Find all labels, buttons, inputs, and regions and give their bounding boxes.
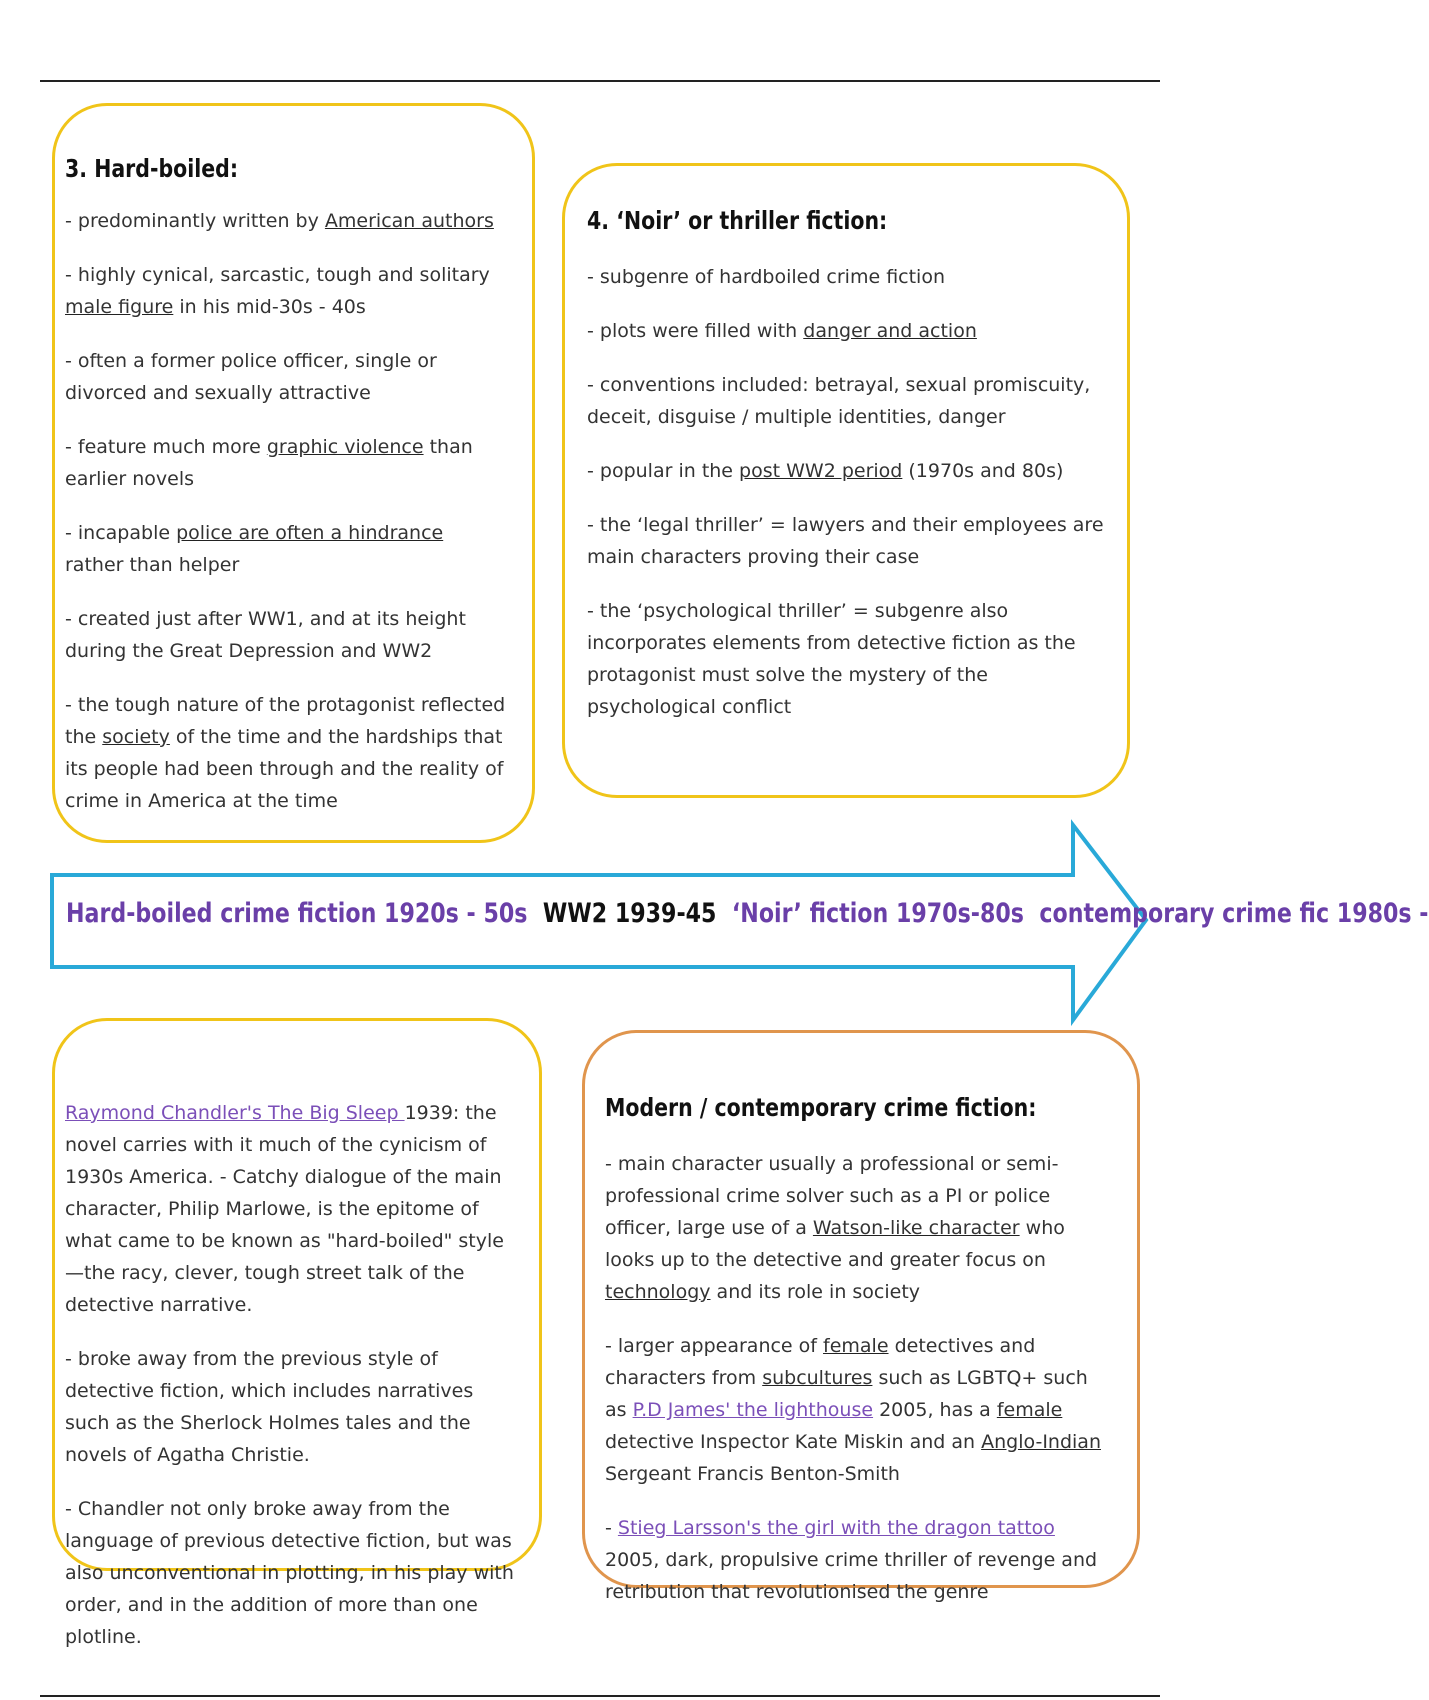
- noir-point-conventions: - conventions included: betrayal, sexual promiscuity, deceit, disguise / multiple identities, danger: [587, 374, 1091, 428]
- chandler-box: [52, 1018, 542, 1648]
- noir-point-popularity: - popular in the post WW2 period (1970s and 80s): [587, 460, 1064, 482]
- noir-box: [562, 163, 1130, 798]
- bottom-rule: [40, 1695, 1160, 1697]
- chandler-big-sleep: Raymond Chandler's The Big Sleep 1939: the novel carries with it much of the cynicism of 1930s America. - Catchy dialogue of the main character, Philip Marlowe, is the epitome of what came to be known as "hard-boiled" style—the racy, clever, tough street talk of the detective narrative.: [65, 1102, 504, 1316]
- timeline-labels: [66, 898, 1428, 929]
- hard-boiled-point-society: - the tough nature of the protagonist reflected the society of the time and the hardships that its people had been through and the reality of crime in America at the time: [65, 694, 506, 812]
- top-rule: [40, 80, 1160, 82]
- hard-boiled-point-authors: - predominantly written by American authors: [65, 210, 494, 232]
- modern-point-female-detectives: - larger appearance of female detectives and characters from subcultures such as LGBTQ+ such as P.D James' the lighthouse 2005, has a female detective Inspector Kate Miskin and an Anglo-Indian Sergeant Francis Benton-Smith: [605, 1335, 1101, 1485]
- noir-point-legal-thriller: - the ‘legal thriller’ = lawyers and their employees are main characters proving their case: [587, 514, 1104, 568]
- timeline-contemporary: contemporary crime fic 1980s -: [1039, 898, 1429, 929]
- lighthouse-link[interactable]: P.D James' the lighthouse: [632, 1399, 874, 1421]
- hard-boiled-title: 3. Hard-boiled:: [65, 154, 239, 183]
- hard-boiled-box: [52, 103, 535, 843]
- timeline-hard-boiled: Hard-boiled crime fiction 1920s - 50s: [66, 898, 528, 929]
- modern-box: [582, 1030, 1140, 1603]
- timeline-ww2: WW2 1939-45: [542, 898, 717, 929]
- big-sleep-link[interactable]: Raymond Chandler's The Big Sleep: [65, 1102, 405, 1124]
- modern-title: Modern / contemporary crime fiction:: [605, 1093, 1037, 1122]
- noir-point-subgenre: - subgenre of hardboiled crime fiction: [587, 266, 946, 288]
- noir-point-plots: - plots were filled with danger and action: [587, 320, 977, 342]
- hard-boiled-point-history: - created just after WW1, and at its height during the Great Depression and WW2: [65, 608, 466, 662]
- dragon-tattoo-link[interactable]: Stieg Larsson's the girl with the dragon tattoo: [617, 1517, 1055, 1539]
- hard-boiled-point-police-hindrance: - incapable police are often a hindrance rather than helper: [65, 522, 444, 576]
- hard-boiled-point-police-officer: - often a former police officer, single or divorced and sexually attractive: [65, 350, 437, 404]
- modern-point-main-character: - main character usually a professional or semi-professional crime solver such as a PI or police officer, large use of a Watson-like character who looks up to the detective and greater focus on technology and its role in society: [605, 1153, 1065, 1303]
- noir-point-psychological-thriller: - the ‘psychological thriller’ = subgenre also incorporates elements from detective fiction as the protagonist must solve the mystery of the psychological conflict: [587, 600, 1076, 718]
- chandler-point-unconventional: - Chandler not only broke away from the language of previous detective fiction, but was also unconventional in plotting, in his play with order, and in the addition of more than one plotline.: [65, 1498, 514, 1648]
- modern-point-larsson: - Stieg Larsson's the girl with the dragon tattoo 2005, dark, propulsive crime thriller of revenge and retribution that revolutionised the genre: [605, 1517, 1098, 1603]
- hard-boiled-point-violence: - feature much more graphic violence than earlier novels: [65, 436, 473, 490]
- hard-boiled-point-male-figure: - highly cynical, sarcastic, tough and solitary male figure in his mid-30s - 40s: [65, 264, 490, 318]
- chandler-point-broke-away: - broke away from the previous style of detective fiction, which includes narratives such as the Sherlock Holmes tales and the novels of Agatha Christie.: [65, 1348, 474, 1466]
- noir-title: 4. ‘Noir’ or thriller fiction:: [587, 206, 888, 235]
- timeline-noir: ‘Noir’ fiction 1970s-80s: [731, 898, 1024, 929]
